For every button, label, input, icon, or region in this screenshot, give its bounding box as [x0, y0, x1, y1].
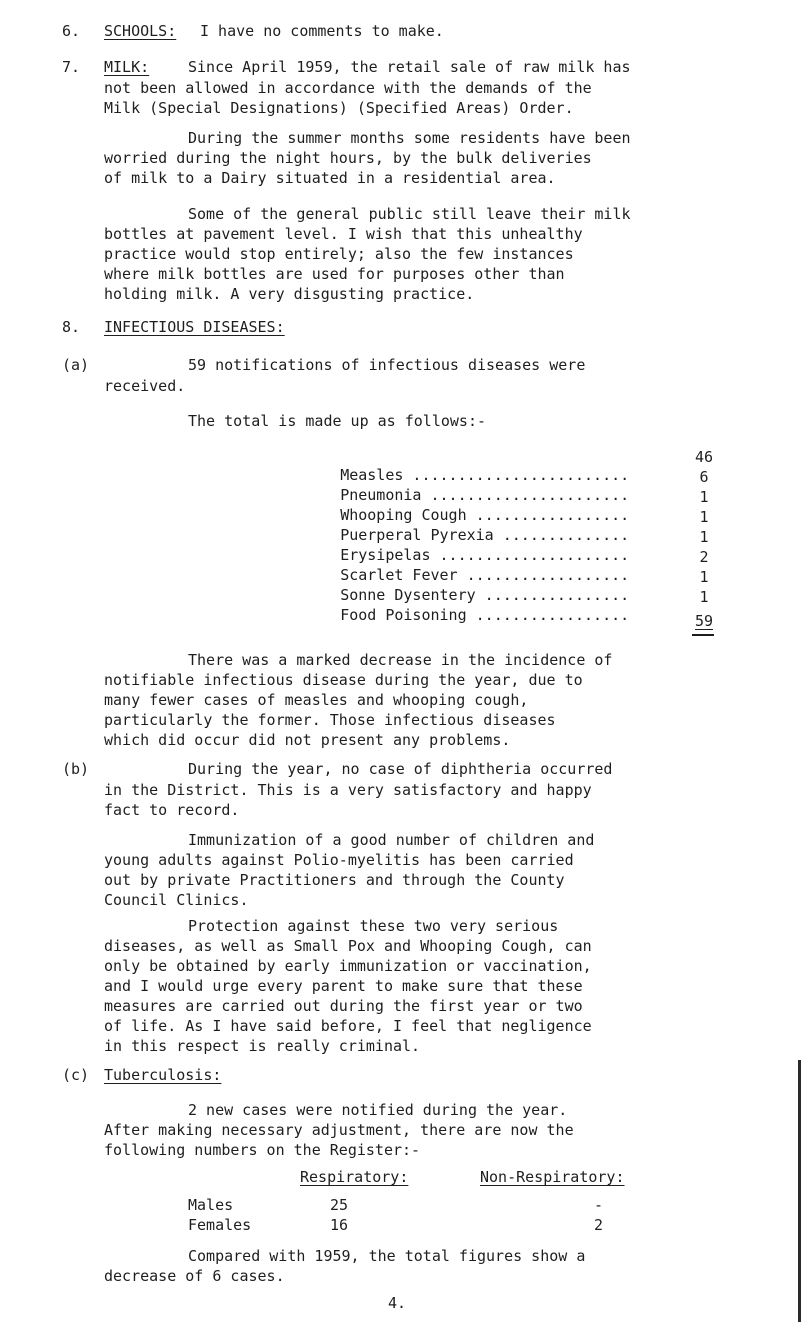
disease-count: 1: [699, 528, 709, 546]
subsection-label-c: (c): [62, 1066, 90, 1084]
milk-paragraph-2: During the summer months some residents have been worried during the night hours, by the bulk deliveries of milk to a Dairy situated in a residential area.: [104, 129, 631, 187]
register-non-respiratory-value: 2: [594, 1216, 604, 1234]
immunization-paragraph: Immunization of a good number of children and young adults against Polio-myelitis has been carried out by private Practitioners and through the County Council Clinics.: [104, 831, 595, 909]
register-respiratory-value: 16: [330, 1216, 349, 1234]
disease-name: Scarlet Fever ..................: [340, 566, 630, 584]
section-number-8: 8.: [62, 318, 81, 336]
disease-count: 1: [699, 568, 709, 586]
diphtheria-paragraph-rest: in the District. This is a very satisfactory and happy fact to record.: [104, 781, 592, 819]
subsection-label-a: (a): [62, 356, 90, 374]
comparison-paragraph: Compared with 1959, the total figures show a decrease of 6 cases.: [104, 1247, 586, 1285]
diphtheria-paragraph-first-line: During the year, no case of diphtheria occurred: [188, 760, 613, 778]
total-double-rule: [692, 634, 714, 636]
section-heading-milk: MILK:: [104, 58, 150, 76]
milk-paragraph-3: Some of the general public still leave their milk bottles at pavement level. I wish that this unhealthy practice would stop entirely; also the few instances where milk bottles are used for purposes other than holding milk. A very disgusting practice.: [104, 205, 631, 303]
disease-list-intro: The total is made up as follows:-: [188, 412, 487, 430]
disease-name: Whooping Cough .................: [340, 506, 630, 524]
notifications-paragraph-first-line: 59 notifications of infectious diseases were: [188, 356, 586, 374]
register-respiratory-value: 25: [330, 1196, 349, 1214]
protection-paragraph: Protection against these two very serious diseases, as well as Small Pox and Whooping Cough, can only be obtained by early immunization or vaccination, and I would urge every parent to make sure that these measures are carried out during the first year or two of life. As I have said before, I feel that negligence in this respect is really criminal.: [104, 917, 592, 1055]
register-row-label: Males: [188, 1196, 234, 1214]
disease-count: 1: [699, 588, 709, 606]
disease-count: 6: [699, 468, 709, 486]
incidence-paragraph: There was a marked decrease in the incidence of notifiable infectious disease during the year, due to many fewer cases of measles and whooping cough, particularly the former. Those infectious diseases which did occur did not present any problems.: [104, 651, 613, 749]
section-number-6: 6.: [62, 22, 81, 40]
disease-name: Erysipelas .....................: [340, 546, 630, 564]
milk-paragraph-1-rest: not been allowed in accordance with the demands of the Milk (Special Designations) (Specified Areas) Order.: [104, 79, 592, 117]
notifications-paragraph-rest: received.: [104, 377, 186, 395]
disease-count: 1: [699, 488, 709, 506]
non-respiratory-column-header: Non-Respiratory:: [480, 1168, 625, 1186]
section-text-schools: I have no comments to make.: [200, 22, 444, 40]
tuberculosis-heading: Tuberculosis:: [104, 1066, 222, 1084]
milk-paragraph-1-first-line: Since April 1959, the retail sale of raw milk has: [188, 58, 631, 76]
disease-row: [286, 588, 629, 642]
respiratory-column-header: Respiratory:: [300, 1168, 409, 1186]
disease-name: Pneumonia ......................: [340, 486, 630, 504]
section-heading-schools: SCHOOLS:: [104, 22, 177, 40]
disease-name: Food Poisoning .................: [340, 606, 630, 624]
tuberculosis-paragraph: 2 new cases were notified during the year. After making necessary adjustment, there are now the following numbers on the Register:-: [104, 1101, 574, 1159]
section-number-7: 7.: [62, 58, 81, 76]
disease-count: 1: [699, 508, 709, 526]
disease-total: 59: [694, 612, 714, 630]
disease-name: Puerperal Pyrexia ..............: [340, 526, 630, 544]
disease-count: 2: [699, 548, 709, 566]
page-number: 4.: [388, 1294, 407, 1312]
register-row-label: Females: [188, 1216, 252, 1234]
section-heading-infectious-diseases: INFECTIOUS DISEASES:: [104, 318, 285, 336]
subsection-label-b: (b): [62, 760, 90, 778]
disease-name: Sonne Dysentery ................: [340, 586, 630, 604]
register-non-respiratory-value: -: [594, 1196, 604, 1214]
disease-name: Measles ........................: [340, 466, 630, 484]
disease-count: 46: [694, 448, 714, 466]
